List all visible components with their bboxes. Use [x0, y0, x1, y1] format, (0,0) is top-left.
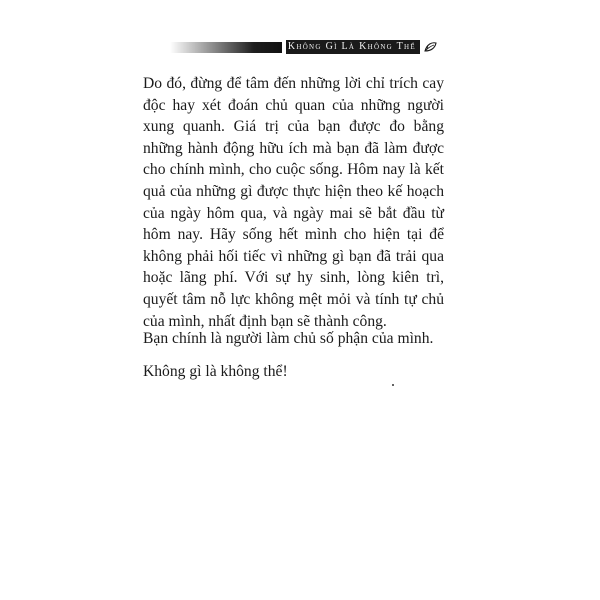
running-header-title: Không Gì Là Không Thể — [286, 40, 420, 54]
body-paragraph-1: Do đó, đừng để tâm đến những lời chỉ trích cay độc hay xét đoán chủ quan của những người xung quanh. Giá trị của bạn được đo bằng những hành động hữu ích mà bạn đã làm được cho chính mình, cho cuộc sống. Hôm nay là kết quả của những gì được thực hiện theo kế hoạch của ngày hôm qua, và ngày mai sẽ bắt đầu từ hôm nay. Hãy sống hết mình cho hiện tại để không phải hối tiếc vì những gì bạn đã trải qua hoặc lãng phí. Với sự hy sinh, lòng kiên trì, quyết tâm nỗ lực không mệt mỏi và tính tự chủ của mình, nhất định bạn sẽ thành công. — [143, 75, 444, 330]
ink-speck — [392, 384, 394, 386]
header-decorative-rule — [170, 42, 282, 53]
body-paragraph-2: Bạn chính là người làm chủ số phận của mình. — [143, 330, 434, 347]
leaf-ornament-icon — [423, 40, 438, 54]
body-text — [143, 73, 444, 380]
body-paragraph-3: Không gì là không thể! — [143, 363, 288, 380]
running-header — [170, 40, 438, 54]
